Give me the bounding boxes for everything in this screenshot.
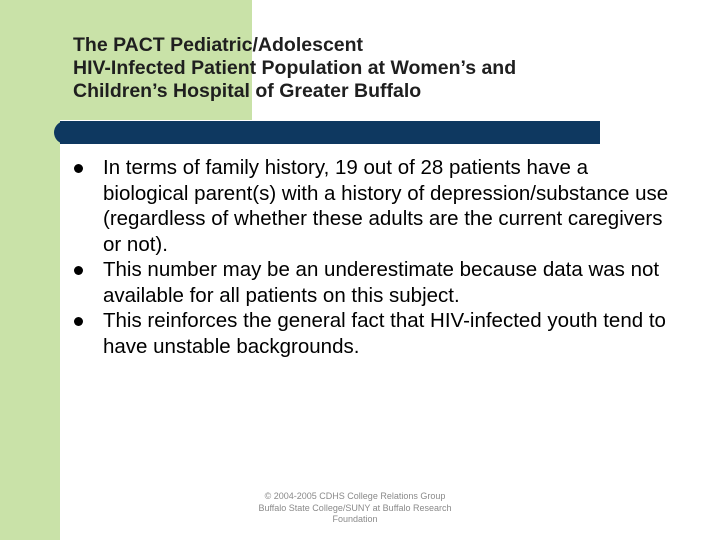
slide-title-line: The PACT Pediatric/Adolescent xyxy=(73,34,364,56)
bullet-text: This number may be an underestimate because data was not available for all patients on this subject. xyxy=(103,258,660,307)
footer-line: Foundation xyxy=(332,514,378,524)
bullet-text: This reinforces the general fact that HIV-infected youth tend to have unstable backgrounds. xyxy=(103,309,666,358)
bullet-dot-icon xyxy=(74,164,83,173)
bullet-dot-icon xyxy=(74,317,83,326)
bullet-item xyxy=(73,155,673,257)
slide-title-line: HIV-Infected Patient Population at Women’s and xyxy=(73,57,517,79)
bullet-dot-icon xyxy=(74,266,83,275)
slide-title xyxy=(73,34,693,103)
slide-title-line: Children’s Hospital of Greater Buffalo xyxy=(73,80,422,102)
footer-line: Buffalo State College/SUNY at Buffalo Research xyxy=(258,502,452,513)
title-underline-bar xyxy=(60,121,600,144)
copyright-footer xyxy=(240,491,470,526)
bullet-list xyxy=(73,155,673,359)
bullet-text: In terms of family history, 19 out of 28 patients have a biological parent(s) with a history of depression/substance use (regardless of whether these adults are the current caregivers or not). xyxy=(103,156,669,256)
bullet-item xyxy=(73,257,673,308)
bullet-item xyxy=(73,308,673,359)
green-accent-strip xyxy=(0,120,60,540)
footer-line: © 2004-2005 CDHS College Relations Group xyxy=(264,491,446,501)
